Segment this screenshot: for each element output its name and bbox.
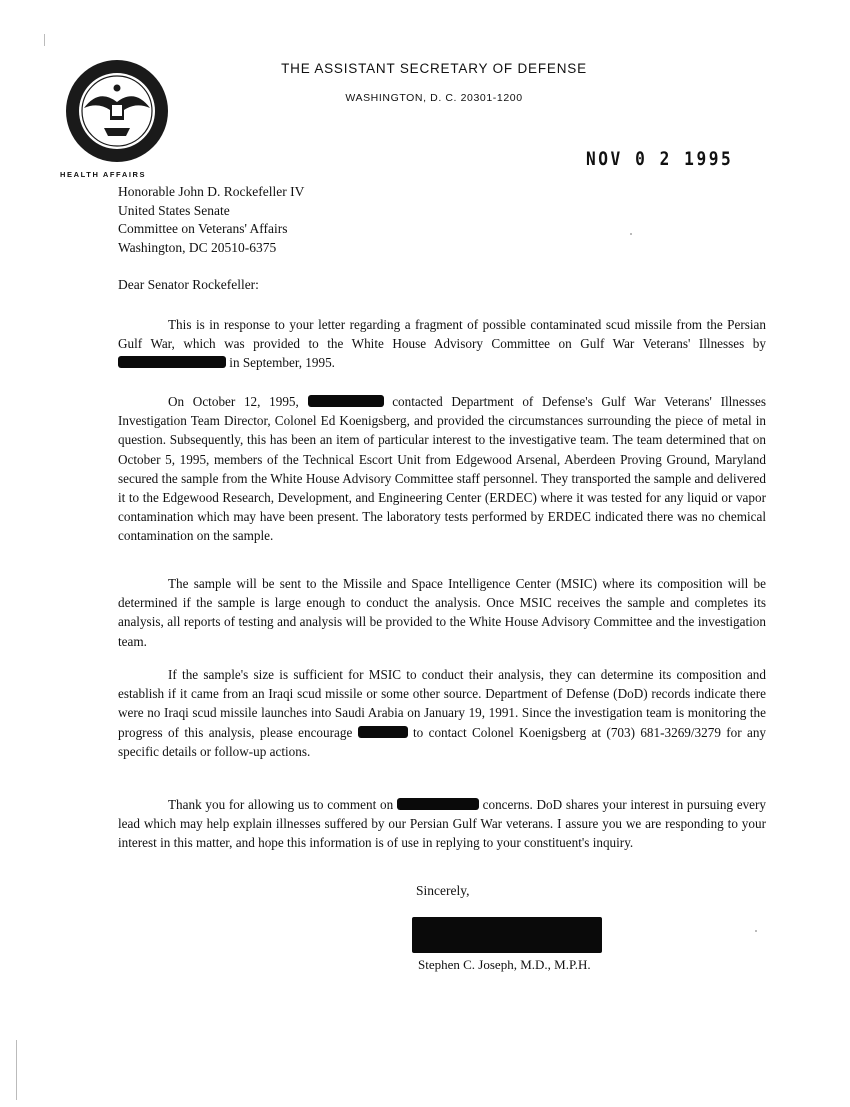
p1-text-b: in September, 1995. xyxy=(229,355,335,371)
closing: Sincerely, xyxy=(416,883,470,898)
p4-text-a: If the sample's size is sufficient for MSIC to conduct their analysis, they can determine its composition and establish if it came from an Iraqi scud missile or some other source. Department of Defense (DoD) records indicate there were no Iraqi scud missile launches into Saudi Arabia on January 19, 1991. Since the investigation team is monitoring the progress of this analysis, please encourage xyxy=(118,667,766,740)
paragraph-2 xyxy=(118,392,766,546)
paragraph-4 xyxy=(118,665,766,761)
p5-text-a: Thank you for allowing us to comment on xyxy=(168,797,394,812)
paragraph-1 xyxy=(118,315,766,373)
redaction-block xyxy=(308,395,384,407)
salutation: Dear Senator Rockefeller: xyxy=(118,277,259,292)
scan-mark xyxy=(44,34,45,46)
date-stamp: NOV 0 2 1995 xyxy=(586,148,734,170)
p1-text-a: This is in response to your letter regarding a fragment of possible contaminated scud missile from the Persian Gulf War, which was provided to the White House Advisory Committee on Gulf War Veterans' Illnesses by xyxy=(118,317,766,352)
recipient-city: Washington, DC 20510-6375 xyxy=(118,239,277,255)
recipient-org: United States Senate xyxy=(118,202,230,218)
office-name: HEALTH AFFAIRS xyxy=(60,170,147,179)
paragraph-3 xyxy=(118,574,766,651)
p4-text-b: to contact Colonel Koenigsberg at (703) 681-3269/3279 for any specific details or follow-up actions. xyxy=(118,724,767,759)
redaction-block xyxy=(358,726,408,738)
p5-text-b: concerns. DoD shares your interest in pursuing every lead which may help explain illnesses suffered by our Persian Gulf War veterans. I assure you we are responding to your interest in this matter, and hope this information is of use in replying to your constituent's inquiry. xyxy=(118,797,767,851)
recipient-address xyxy=(118,183,304,257)
redaction-block xyxy=(118,356,226,368)
scan-mark xyxy=(630,233,632,235)
p2-text-a: On October 12, 1995, xyxy=(168,394,299,409)
letterhead-address: WASHINGTON, D. C. 20301-1200 xyxy=(345,92,523,104)
recipient-name: Honorable John D. Rockefeller IV xyxy=(118,184,305,199)
dod-seal-emblem xyxy=(64,58,170,164)
redaction-block xyxy=(397,798,479,810)
paragraph-5 xyxy=(118,795,766,853)
signer-name: Stephen C. Joseph, M.D., M.P.H. xyxy=(418,957,591,972)
scan-mark xyxy=(16,1040,17,1100)
p3-text: The sample will be sent to the Missile and Space Intelligence Center (MSIC) where its composition will be determined if the sample is large enough to conduct the analysis. Once MSIC receives the sample and completes its analysis, all reports of testing and analysis will be provided to the White House Advisory Committee and the investigation team. xyxy=(118,576,766,649)
letterhead-title: THE ASSISTANT SECRETARY OF DEFENSE xyxy=(281,61,587,76)
recipient-committee: Committee on Veterans' Affairs xyxy=(118,221,288,236)
p2-text-b: contacted Department of Defense's Gulf War Veterans' Illnesses Investigation Team Director, Colonel Ed Koenigsberg, and provided the circumstances surrounding the piece of metal in question. Subsequently, this has been an item of particular interest to the investigative team. The team determined that on October 5, 1995, members of the Technical Escort Unit from Edgewood Arsenal, Aberdeen Proving Ground, Maryland secured the sample from the White House Advisory Committee staff personnel. They transported the sample and delivered it to the Edgewood Research, Development, and Engineering Center (ERDEC) where it was tested for any liquid or vapor contamination which may have been present. The laboratory tests performed by ERDEC indicated there was no chemical contamination on the sample. xyxy=(118,394,766,544)
scan-mark xyxy=(755,930,757,932)
signature-redaction xyxy=(412,917,602,953)
